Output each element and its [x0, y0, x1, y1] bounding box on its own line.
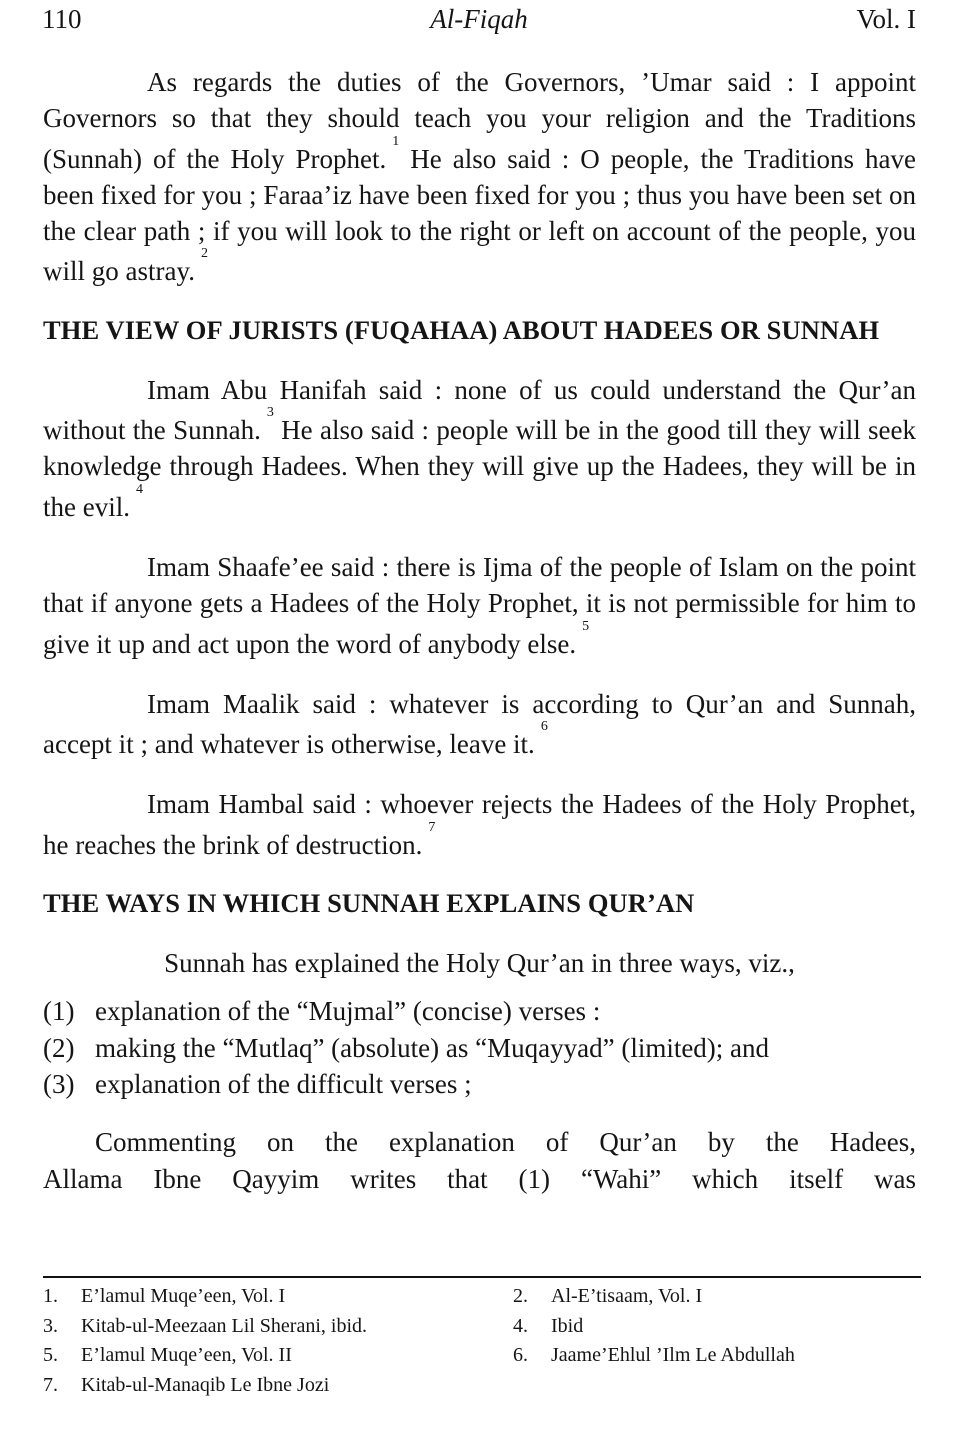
paragraph-text: Imam Abu Hanifah said : none of us could understand the Qur’an without the Sunnah.	[43, 374, 916, 446]
footnote-text: Al-E’tisaam, Vol. I	[551, 1285, 703, 1307]
footnote-row	[43, 1312, 921, 1342]
footnote-text: Jaame’Ehlul ’Ilm Le Abdullah	[551, 1344, 795, 1366]
footnote-divider	[43, 1276, 921, 1278]
paragraph-commenting-line2: Allama Ibne Qayyim writes that (1) “Wahi” which itself was	[43, 1163, 916, 1194]
paragraph-abu-hanifah	[43, 372, 916, 525]
footnote-text: Ibid	[551, 1314, 584, 1337]
heading-jurists: THE VIEW OF JURISTS (FUQAHAA) ABOUT HADEES OR SUNNAH	[43, 314, 880, 345]
list-item-text: explanation of the “Mujmal” (concise) verses :	[95, 996, 601, 1027]
page-body	[43, 64, 916, 1197]
paragraph-text: As regards the duties of the Governors, ’Umar said : I appoint Governors so that they should teach you your religion and the Traditions (Sunnah) of the Holy Prophet.	[43, 67, 916, 174]
footnote-number: 3.	[43, 1314, 58, 1337]
footnote-number: 1.	[43, 1285, 58, 1307]
footnote-ref: 4	[135, 481, 143, 497]
footnote-row	[43, 1341, 921, 1371]
page-number: 110	[42, 4, 82, 34]
paragraph-text: He also said : O people, the Traditions have been fixed for you ; Faraa’iz have been fixed for you ; thus you have been set on the clear path ; if you will look to the right or left on account of the people, you will go astray.	[43, 143, 917, 287]
footnote-number: 5.	[43, 1344, 58, 1366]
footnote	[513, 1341, 960, 1371]
footnote-text: Kitab-ul-Meezaan Lil Sherani, ibid.	[81, 1314, 368, 1337]
footnote-ref: 1	[392, 133, 400, 149]
heading-ways: THE WAYS IN WHICH SUNNAH EXPLAINS QUR’AN	[43, 888, 695, 919]
footnote-row	[43, 1282, 921, 1312]
list-item	[43, 1066, 916, 1102]
footnote-number: 6.	[513, 1344, 528, 1366]
footnote-row	[43, 1371, 921, 1401]
footnote	[43, 1341, 513, 1371]
footnote-text: E’lamul Muqe’een, Vol. I	[81, 1285, 286, 1307]
list-item-number: (2)	[43, 1032, 75, 1063]
paragraph-text: Imam Shaafe’ee said : there is Ijma of the people of Islam on the point that if anyone gets a Hadees of the Holy Prophet, it is not permissible for him to give it up and act upon the word of anybody else.	[43, 551, 916, 659]
footnote-number: 4.	[513, 1314, 528, 1337]
list-item	[43, 993, 916, 1029]
footnote-ref: 5	[582, 618, 590, 634]
paragraph-text: Imam Maalik said : whatever is according to Qur’an and Sunnah, accept it ; and whatever is otherwise, leave it.	[43, 688, 916, 760]
footnote-ref: 2	[200, 246, 208, 262]
footnote-ref: 7	[428, 819, 436, 835]
list-item-text: explanation of the difficult verses ;	[95, 1068, 472, 1099]
footnotes	[43, 1282, 921, 1400]
paragraph-text: Imam Hambal said : whoever rejects the Hadees of the Holy Prophet, he reaches the brink of destruction.	[43, 789, 916, 860]
paragraph-three-ways: Sunnah has explained the Holy Qur’an in three ways, viz.,	[164, 948, 795, 979]
paragraph-commenting-line1: Commenting on the explanation of Qur’an by the Hadees,	[95, 1127, 916, 1158]
paragraph-shaafeee	[43, 549, 916, 662]
paragraph-hambal	[43, 786, 916, 863]
footnote-ref: 6	[540, 719, 548, 735]
footnote	[43, 1371, 513, 1401]
book-title: Al-Fiqah	[430, 4, 528, 34]
list-item	[43, 1030, 916, 1066]
paragraph-maalik	[43, 686, 916, 763]
list-item-text: making the “Mutlaq” (absolute) as “Muqayyad” (limited); and	[95, 1032, 770, 1063]
list-item-number: (3)	[43, 1068, 75, 1099]
paragraph-text: He also said : people will be in the good till they will seek knowledge through Hadees. When they will give up the Hadees, they will be in the evil.	[43, 415, 917, 522]
footnote-text: E’lamul Muqe’een, Vol. II	[81, 1344, 292, 1366]
footnote-number: 2.	[513, 1285, 528, 1307]
footnote	[43, 1312, 513, 1342]
running-header	[42, 4, 916, 40]
list-item-number: (1)	[43, 996, 75, 1027]
footnote-number: 7.	[43, 1373, 58, 1396]
paragraph-governors	[43, 64, 916, 290]
footnote	[513, 1312, 960, 1342]
volume-label: Vol. I	[856, 4, 916, 34]
footnote-text: Kitab-ul-Manaqib Le Ibne Jozi	[81, 1373, 330, 1396]
footnote	[513, 1282, 960, 1312]
ways-list	[43, 993, 916, 1102]
footnote-ref: 3	[266, 405, 274, 421]
footnote	[43, 1282, 513, 1312]
